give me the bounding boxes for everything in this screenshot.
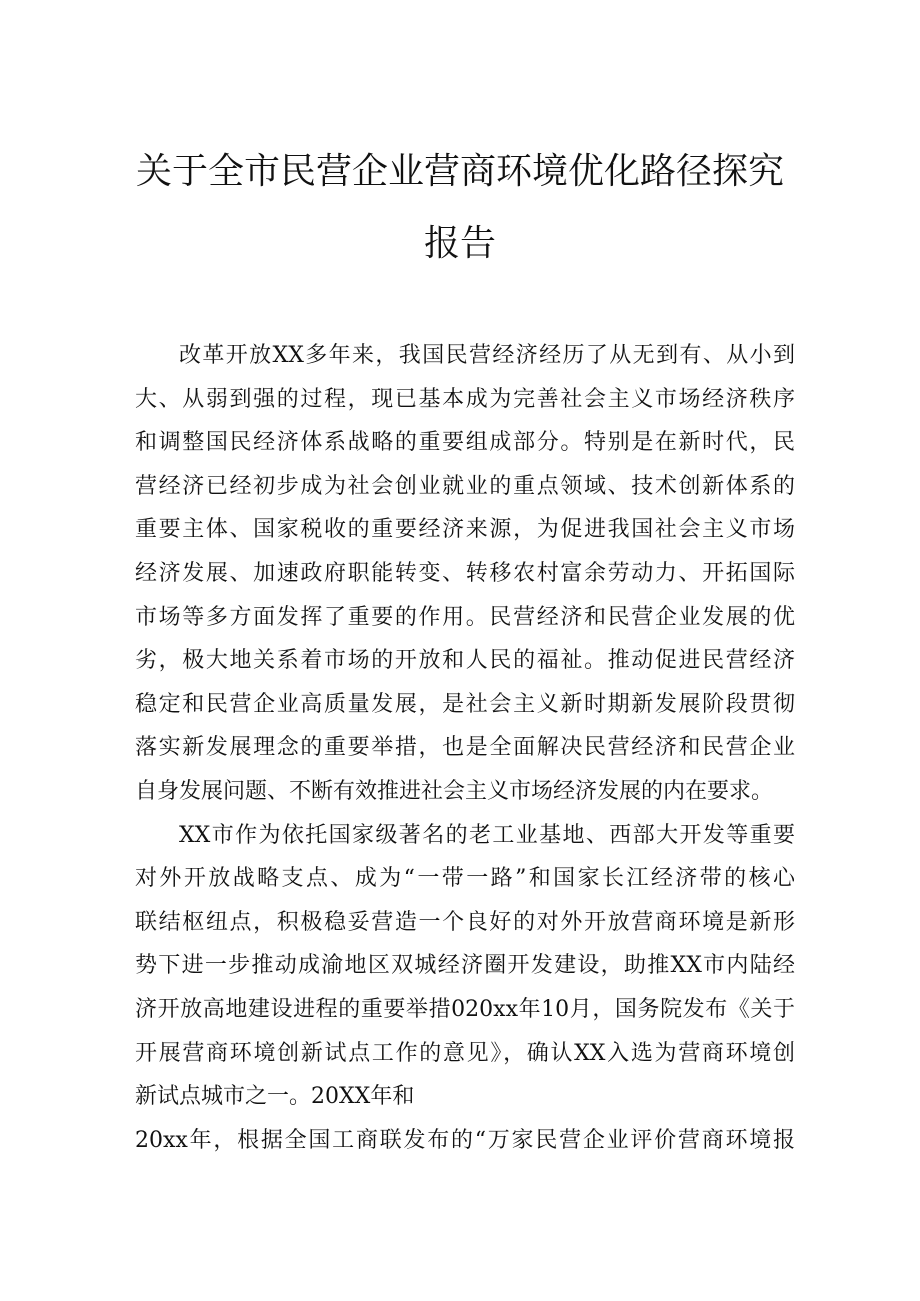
paragraph-line: 重要主体、国家税收的重要经济来源，为促进我国社会主义市场: [135, 517, 795, 543]
paragraph-line: 落实新发展理念的重要举措，也是全面解决民营经济和民营企业: [135, 735, 795, 761]
paragraph-2: [135, 814, 795, 1119]
paragraph-3: [135, 1119, 795, 1163]
paragraph-line: 市场等多方面发挥了重要的作用。民营经济和民营企业发展的优: [135, 604, 795, 630]
paragraph-line: 稳定和民营企业高质量发展，是社会主义新时期新发展阶段贯彻: [135, 691, 795, 717]
paragraph-line: 营经济已经初步成为社会创业就业的重点领域、技术创新体系的: [135, 473, 795, 499]
paragraph-line: 经济发展、加速政府职能转变、转移农村富余劳动力、开拓国际: [135, 560, 795, 586]
paragraph-line: 济开放高地建设进程的重要举措020xx年10月，国务院发布《关于: [135, 996, 795, 1022]
paragraph-line: 自身发展问题、不断有效推进社会主义市场经济发展的内在要求。: [135, 778, 774, 804]
document-body: [135, 334, 795, 1162]
paragraph-line: 劣，极大地关系着市场的开放和人民的福祉。推动促进民营经济: [135, 648, 795, 674]
document-title-line-1: 关于全市民营企业营商环境优化路径探究: [135, 151, 784, 192]
paragraph-line: 开展营商环境创新试点工作的意见》，确认XX入选为营商环境创: [135, 1040, 795, 1066]
paragraph-line: 对外开放战略支点、成为“一带一路”和国家长江经济带的核心: [135, 866, 795, 892]
paragraph-line: 大、从弱到强的过程，现已基本成为完善社会主义市场经济秩序: [135, 386, 795, 412]
paragraph-line: 势下进一步推动成渝地区双城经济圈开发建设，助推XX市内陆经: [135, 953, 795, 979]
paragraph-1: [135, 334, 795, 814]
paragraph-line: 新试点城市之一。20XX年和: [135, 1084, 415, 1110]
paragraph-line: XX市作为依托国家级著名的老工业基地、西部大开发等重要: [179, 822, 795, 848]
paragraph-line: 20xx年，根据全国工商联发布的“万家民营企业评价营商环境报: [135, 1127, 795, 1153]
document-title-line-2: 报告: [423, 223, 496, 264]
paragraph-line: 联结枢纽点，积极稳妥营造一个良好的对外开放营商环境是新形: [135, 909, 795, 935]
paragraph-line: 改革开放XX多年来，我国民营经济经历了从无到有、从小到: [179, 343, 795, 368]
paragraph-line: 和调整国民经济体系战略的重要组成部分。特别是在新时代，民: [135, 430, 795, 456]
